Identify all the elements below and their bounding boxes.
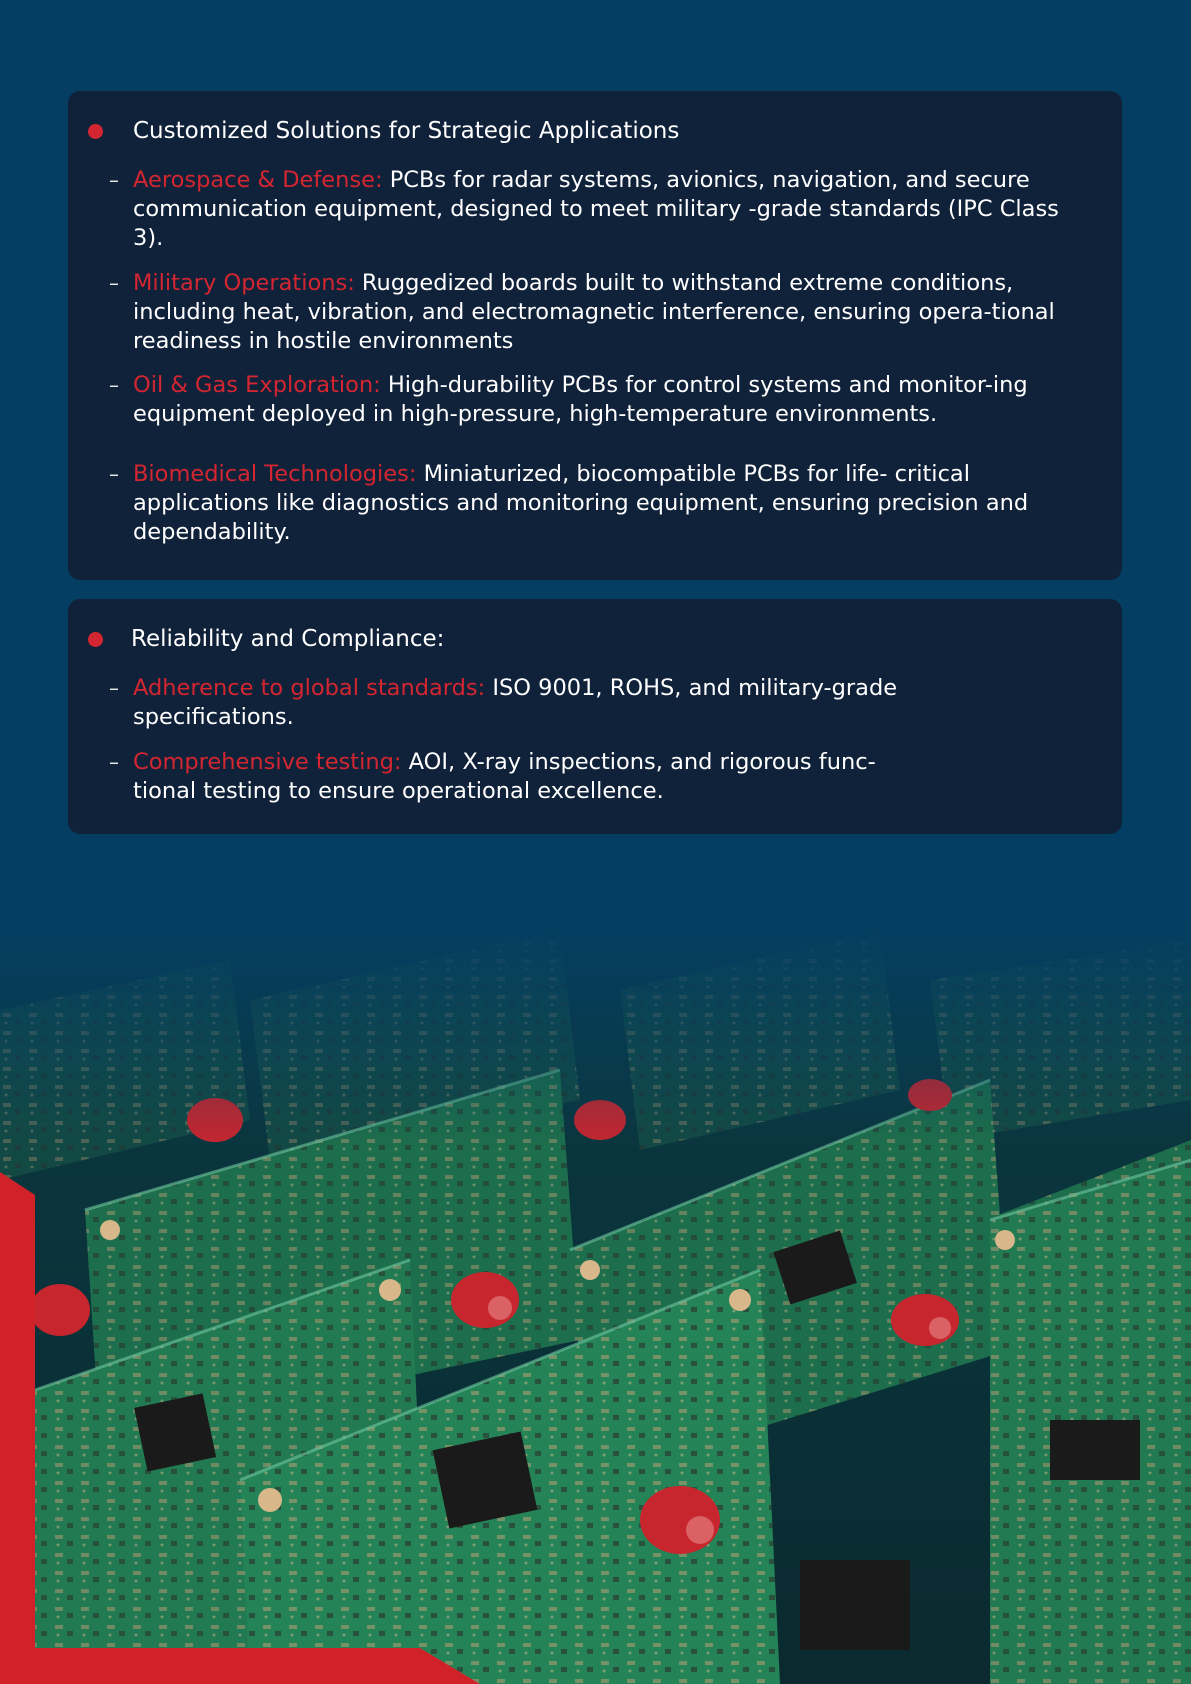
section-heading: Customized Solutions for Strategic Applications [133,118,680,144]
list-item-testing [109,748,933,806]
dash-marker: – [109,271,119,295]
dash-marker: – [109,373,119,397]
list-item-standards [109,674,953,732]
item-text: Miniaturized, biocompatible PCBs for life- critical applications like diagnostics and monitoring equipment, ensuring precision and dependability. [133,461,1029,545]
item-label: Military Operations: [133,270,355,296]
pcb-illustration [0,920,1191,1684]
item-label: Comprehensive testing: [133,749,402,775]
strategic-applications-panel [68,91,1122,580]
bullet-dot-icon [88,632,103,647]
list-item-oil-gas [109,371,1073,429]
item-text: PCBs for radar systems, avionics, navigation, and secure communication equipment, designed to meet military -grade standards (IPC Class 3). [133,167,1059,251]
item-text: Ruggedized boards built to withstand extreme conditions, including heat, vibration, and electromagnetic interference, ensuring opera-tional readiness in hostile environments [133,270,1055,354]
item-text: ISO 9001, ROHS, and military-grade specifications. [133,675,898,730]
pcb-photo [0,920,1191,1684]
dash-marker: – [109,462,119,486]
section-heading-row [68,624,1122,654]
item-label: Oil & Gas Exploration: [133,372,381,398]
list-item-aerospace [109,166,1093,253]
dash-marker: – [109,750,119,774]
list-item-biomedical [109,460,1083,547]
item-text: AOI, X-ray inspections, and rigorous func-tional testing to ensure operational excellence. [133,749,876,804]
section-heading: Reliability and Compliance: [131,626,445,652]
dash-marker: – [109,168,119,192]
item-text: High-durability PCBs for control systems and monitor-ing equipment deployed in high-pressure, high-temperature environments. [133,372,1028,427]
item-label: Biomedical Technologies: [133,461,417,487]
list-item-military [109,269,1108,356]
reliability-compliance-panel [68,599,1122,834]
dash-marker: – [109,676,119,700]
item-label: Adherence to global standards: [133,675,486,701]
section-heading-row [68,116,1122,146]
bullet-dot-icon [88,124,103,139]
item-label: Aerospace & Defense: [133,167,383,193]
